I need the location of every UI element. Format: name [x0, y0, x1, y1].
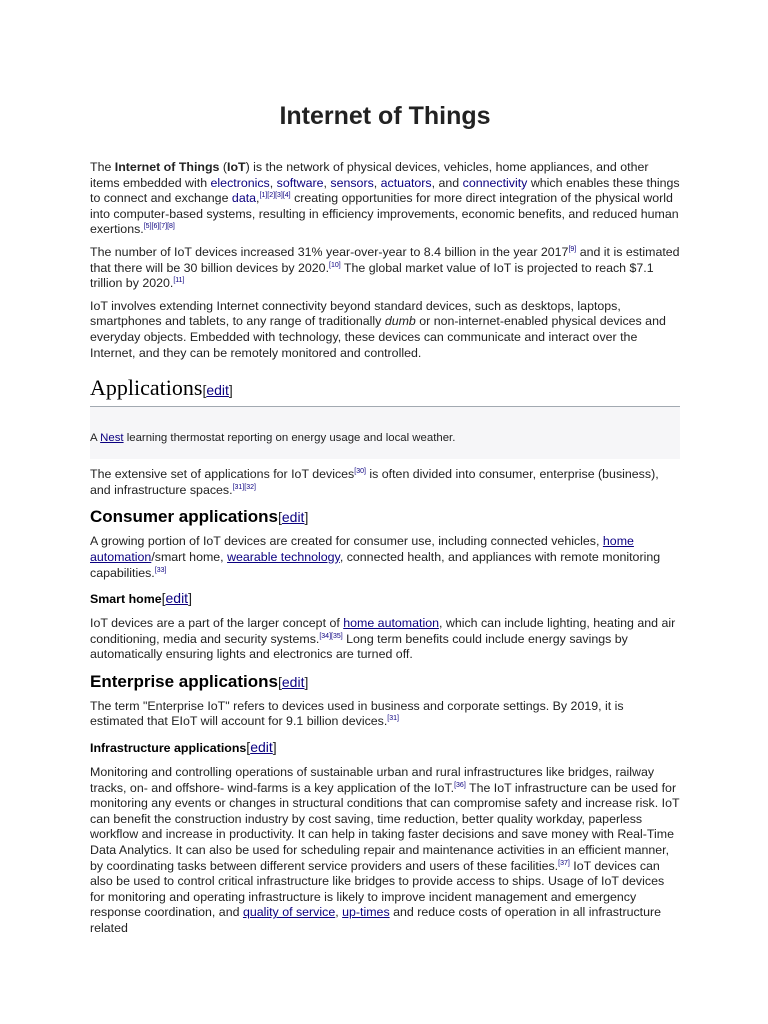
citation[interactable]: [34][35]	[319, 632, 343, 640]
heading-text: Applications	[90, 375, 203, 401]
citation[interactable]: [37]	[558, 859, 570, 867]
citation[interactable]: [11]	[173, 277, 185, 285]
bracket: [	[202, 382, 207, 399]
bracket: [	[246, 739, 251, 756]
text: creating opportunities for more direct integration of the physical world into computer-based systems, resulting in efficiency improvements, economic benefits, and reduced human exertions.	[90, 191, 679, 237]
bracket: [	[278, 673, 282, 690]
edit-section	[278, 509, 308, 525]
edit-link[interactable]: edit	[250, 739, 273, 756]
text: and it is estimated that there will be 30 billion devices by 2020.	[90, 244, 680, 275]
text: ,	[323, 175, 331, 190]
text: The extensive set of applications for IoT devices	[90, 467, 355, 482]
citation[interactable]: [10]	[329, 261, 341, 269]
intro-paragraph-3	[90, 299, 680, 361]
heading-text: Infrastructure applications	[90, 741, 247, 756]
bracket: [	[277, 509, 282, 526]
citation[interactable]: [9]	[568, 245, 577, 253]
text: The term "Enterprise IoT" refers to devices used in business and corporate settings. By 2019, it is estimated that EIoT will account for 9.1 billion devices.	[90, 698, 624, 729]
bold-term: IoT	[227, 160, 246, 174]
citation[interactable]: [30]	[354, 468, 366, 476]
section-heading-smart-home	[90, 590, 680, 607]
text: IoT involves extending Internet connectivity beyond standard devices, such as desktops, laptops, smartphones and tablets, to any range of traditionally	[90, 298, 621, 329]
infrastructure-paragraph	[90, 765, 680, 937]
text: The	[90, 160, 115, 174]
edit-section	[246, 739, 276, 755]
image-caption-box	[90, 407, 680, 459]
text: Long term benefits could include energy savings by automatically ensuring lights and electronics are turned off.	[90, 631, 628, 662]
smart-home-paragraph	[90, 616, 680, 663]
heading-text: Smart home	[90, 592, 162, 607]
text: ,	[335, 905, 343, 920]
text: A growing portion of IoT devices are created for consumer use, including connected vehicles,	[90, 534, 603, 549]
edit-link[interactable]: edit	[206, 382, 229, 399]
link-home-automation[interactable]: home automation	[90, 534, 634, 564]
text: , which can include lighting, heating and air conditioning, media and security systems.	[90, 616, 676, 646]
citation[interactable]: [1][2][3][4]	[259, 192, 291, 200]
section-heading-infrastructure	[90, 739, 680, 756]
bracket: ]	[228, 382, 233, 399]
citation[interactable]: [33]	[154, 566, 167, 574]
section-heading-consumer	[90, 507, 680, 527]
intro-paragraph-2	[90, 245, 680, 292]
text: (	[219, 160, 227, 174]
text: IoT devices are a part of the larger concept of	[90, 616, 344, 631]
citation[interactable]: [36]	[454, 781, 466, 789]
bracket: ]	[304, 673, 309, 690]
link-data[interactable]: data	[231, 191, 257, 206]
heading-text: Enterprise applications	[90, 671, 278, 691]
text: ,	[269, 175, 277, 190]
edit-section	[162, 590, 192, 606]
bracket: ]	[188, 590, 192, 607]
text: or non-internet-enabled physical devices and everyday objects. Embedded with technology, these devices can communicate and interact over the Internet, and they can be remotely monitored and controlled.	[90, 314, 666, 360]
citation[interactable]: [5][6][7][8]	[143, 223, 175, 231]
edit-link[interactable]: edit	[281, 673, 305, 690]
section-heading-enterprise	[90, 672, 680, 692]
consumer-paragraph	[90, 534, 680, 581]
edit-link[interactable]: edit	[281, 509, 305, 526]
link-actuators[interactable]: actuators	[380, 175, 432, 190]
edit-link[interactable]: edit	[165, 590, 189, 607]
link-up-times[interactable]: up-times	[342, 905, 390, 920]
text: ) is the network of physical devices, vehicles, home appliances, and other items embedded with	[90, 160, 649, 190]
link-nest[interactable]: Nest	[100, 432, 124, 445]
edit-section	[278, 674, 308, 690]
link-quality-of-service[interactable]: quality of service	[242, 905, 336, 920]
text: IoT devices can also be used to control critical infrastructure like bridges to provide access to ships. Usage of IoT devices for monitoring and operating infrastructure is likely to improve incident management and emergency response coordination, and	[90, 858, 665, 920]
link-sensors[interactable]: sensors	[330, 175, 374, 190]
edit-section	[202, 382, 232, 398]
text: Monitoring and controlling operations of sustainable urban and rural infrastructures like bridges, railway tracks, on- and offshore- wind-farms is a key application of the IoT.	[90, 765, 655, 795]
text: ,	[256, 191, 260, 206]
text: ,	[373, 175, 381, 190]
text: The IoT infrastructure can be used for monitoring any events or changes in structural conditions that can compromise safety and increase risk. IoT can benefit the construction industry by cost saving, time reduction, better quality workday, paperless workflow and increase in productivity. It can help in taking faster decisions and save money with Real-Time Data Analytics. It can also be used for scheduling repair and maintenance activities in an efficient manner, by coordinating tasks between different service providers and users of these facilities.	[90, 780, 680, 873]
section-heading-applications	[90, 375, 680, 407]
link-electronics[interactable]: electronics	[210, 175, 270, 190]
text: and reduce costs of operation in all infrastructure related	[90, 905, 662, 935]
citation[interactable]: [31][32]	[232, 483, 256, 491]
intro-paragraph-1	[90, 160, 680, 238]
caption-text: A	[90, 432, 101, 445]
article	[90, 0, 680, 937]
text: , and	[431, 175, 463, 190]
text: The global market value of IoT is projected to reach $7.1 trillion by 2020.	[90, 260, 654, 291]
text: is often divided into consumer, enterprise (business), and infrastructure spaces.	[90, 467, 659, 497]
bracket: ]	[304, 509, 309, 526]
bracket: ]	[272, 739, 277, 756]
page-title: Internet of Things	[279, 102, 491, 130]
bold-term: Internet of Things	[114, 160, 220, 174]
text: which enables these things to connect and exchange	[90, 175, 680, 206]
text: , connected health, and appliances with remote monitoring capabilities.	[90, 549, 661, 580]
applications-paragraph	[90, 467, 680, 498]
link-home-automation[interactable]: home automation	[343, 616, 439, 631]
link-connectivity[interactable]: connectivity	[462, 175, 528, 190]
text: The number of IoT devices increased 31% year-over-year to 8.4 billion in the year 2017	[90, 244, 569, 259]
caption-text: learning thermostat reporting on energy usage and local weather.	[123, 432, 456, 445]
link-wearable-technology[interactable]: wearable technology	[227, 549, 340, 564]
italic-term: dumb	[384, 314, 416, 329]
text: /smart home,	[151, 549, 228, 564]
link-software[interactable]: software	[276, 175, 324, 190]
bracket: [	[161, 590, 166, 607]
citation[interactable]: [31]	[387, 715, 399, 723]
enterprise-paragraph	[90, 699, 680, 730]
heading-text: Consumer applications	[90, 507, 278, 527]
